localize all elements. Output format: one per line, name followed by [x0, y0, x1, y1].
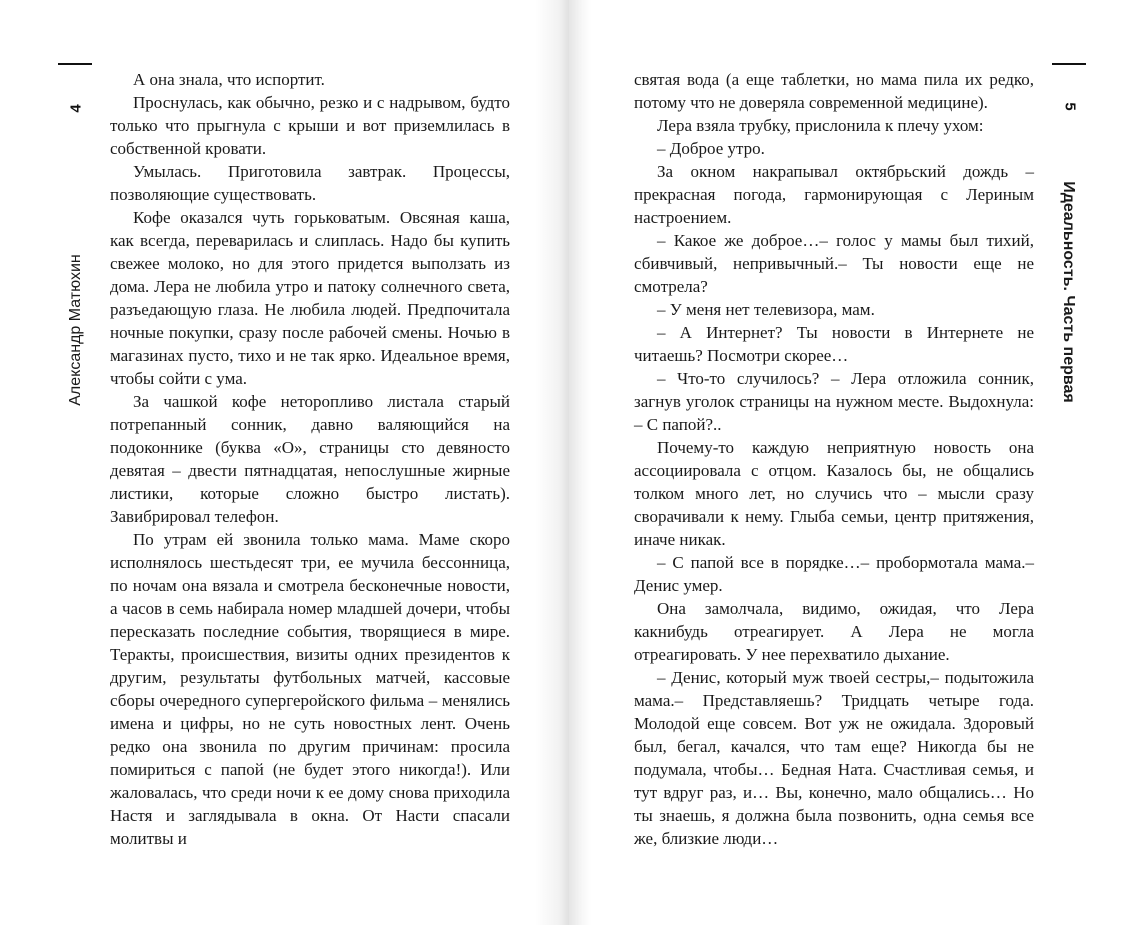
paragraph: – Какое же доброе…– голос у мамы был тихий, сбивчивый, непривычный.– Ты новости еще не смотрела?	[634, 231, 1034, 296]
paragraph-continuation: святая вода (а еще таблетки, но мама пила их редко, потому что не доверяла современной медицине).	[634, 70, 1034, 112]
right-header-rule	[1052, 63, 1086, 65]
paragraph: Она замолчала, видимо, ожидая, что Лера какнибудь отреагирует. А Лера не могла отреагировать. У нее перехватило дыхание.	[634, 599, 1034, 664]
book-gutter-shadow-left	[535, 0, 569, 925]
paragraph: Лера взяла трубку, прислонила к плечу ухом:	[657, 116, 984, 135]
book-gutter-shadow-right	[569, 0, 591, 925]
left-page-text	[110, 68, 510, 850]
paragraph: – А Интернет? Ты новости в Интернете не читаешь? Посмотри скорее…	[634, 323, 1034, 365]
left-header-rule	[58, 63, 92, 65]
paragraph: – У меня нет телевизора, мам.	[657, 300, 875, 319]
paragraph: Умылась. Приготовила завтрак. Процессы, позволяющие существовать.	[110, 162, 510, 204]
paragraph: За окном накрапывал октябрьский дождь – прекрасная погода, гармонирующая с Лериным настроением.	[634, 162, 1034, 227]
paragraph: А она знала, что испортит.	[133, 70, 325, 89]
right-page-number: 5	[1061, 102, 1079, 111]
paragraph: – Доброе утро.	[657, 139, 765, 158]
paragraph: – Денис, который муж твоей сестры,– подытожила мама.– Представляешь? Тридцать четыре года. Молодой еще совсем. Вот уж не ожидала. Здоровый был, бегал, качался, что там еще? Никогда бы не подумала, чтобы… Бедная Ната. Счастливая семья, и тут вдруг раз, и… Вы, конечно, мало общались… Но ты знаешь, я должна была позвонить, одна семья все же, близкие люди…	[634, 668, 1034, 848]
left-running-head: Александр Матюхин	[67, 254, 84, 406]
paragraph: Проснулась, как обычно, резко и с надрывом, будто только что прыгнула с крыши и вот приземлилась в собственной кровати.	[110, 93, 510, 158]
paragraph: – С папой все в порядке…– пробормотала мама.– Денис умер.	[634, 553, 1034, 595]
paragraph: За чашкой кофе неторопливо листала старый потрепанный сонник, давно валяющийся на подоконнике (буква «О», страницы сто девяносто девятая – двести пятнадцатая, непослушные жирные листики, которые сложно быстро листать). Завибрировал телефон.	[110, 392, 510, 526]
right-page-text	[634, 68, 1034, 850]
left-page-number: 4	[67, 104, 85, 113]
right-running-head: Идеальность. Часть первая	[1060, 181, 1077, 403]
paragraph: – Что-то случилось? – Лера отложила сонник, загнув уголок страницы на нужном месте. Выдохнула: – С папой?..	[634, 369, 1034, 434]
paragraph: Почему-то каждую неприятную новость она ассоциировала с отцом. Казалось бы, не общались толком много лет, но случись что – мысли сразу сворачивали к нему. Глыба семьи, центр притяжения, иначе никак.	[634, 438, 1034, 549]
paragraph: По утрам ей звонила только мама. Маме скоро исполнялось шестьдесят три, ее мучила бессонница, по ночам она вязала и смотрела бесконечные новости, а часов в семь набирала номер младшей дочери, чтобы пересказать последние события, творящиеся в мире. Теракты, происшествия, визиты одних президентов к другим, результаты футбольных матчей, кассовые сборы очередного супергеройского фильма – менялись имена и цифры, но не суть новостных лент. Очень редко она звонила по другим причинам: просила помириться с папой (не будет этого никогда!). Или жаловалась, что среди ночи к ее дому снова приходила Настя и заглядывала в окна. От Насти спасали молитвы и	[110, 530, 510, 848]
paragraph: Кофе оказался чуть горьковатым. Овсяная каша, как всегда, переварилась и слиплась. Надо бы купить свежее молоко, но для этого придется выползать из дома. Лера не любила утро и патоку солнечного света, разъедающую глаза. Не любила людей. Предпочитала ночные покупки, сразу после рабочей смены. Ночью в магазинах пусто, тихо и не так ярко. Идеальное время, чтобы сойти с ума.	[110, 208, 510, 388]
